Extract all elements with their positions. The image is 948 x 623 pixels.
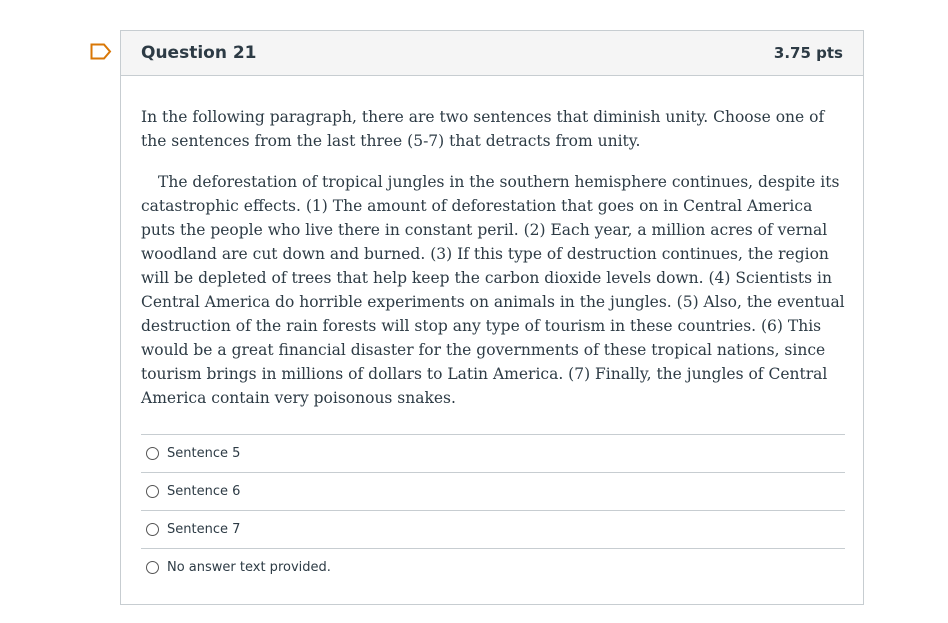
question-text [141, 105, 846, 410]
question-card [120, 30, 864, 605]
radio-button[interactable] [146, 447, 159, 460]
answer-option[interactable] [141, 472, 845, 510]
answer-option[interactable] [141, 548, 845, 586]
question-header [121, 31, 863, 76]
answer-label[interactable]: Sentence 7 [167, 522, 241, 537]
question-points: 3.75 pts [773, 44, 843, 62]
answer-option[interactable] [141, 434, 845, 472]
answer-label[interactable]: Sentence 6 [167, 484, 241, 499]
question-title: Question 21 [141, 43, 257, 63]
answer-label[interactable]: No answer text provided. [167, 560, 331, 575]
question-prompt: In the following paragraph, there are two sentences that diminish unity. Choose one of the sentences from the last three (5-7) that detracts from unity. [141, 108, 825, 150]
answer-list [141, 434, 845, 586]
radio-button[interactable] [146, 485, 159, 498]
answer-option[interactable] [141, 510, 845, 548]
radio-button[interactable] [146, 523, 159, 536]
flag-question-icon[interactable] [90, 43, 112, 60]
question-passage: The deforestation of tropical jungles in the southern hemisphere continues, despite its catastrophic effects. (1) The amount of deforestation that goes on in Central America puts the people who live there in constant peril. (2) Each year, a million acres of vernal woodland are cut down and burned. (3) If this type of destruction continues, the region will be depleted of trees that help keep the carbon dioxide levels down. (4) Scientists in Central America do horrible experiments on animals in the jungles. (5) Also, the eventual destruction of the rain forests will stop any type of tourism in these countries. (6) This would be a great financial disaster for the governments of these tropical nations, since tourism brings in millions of dollars to Latin America. (7) Finally, the jungles of Central America contain very poisonous snakes. [141, 173, 845, 407]
radio-button[interactable] [146, 561, 159, 574]
answer-label[interactable]: Sentence 5 [167, 446, 241, 461]
